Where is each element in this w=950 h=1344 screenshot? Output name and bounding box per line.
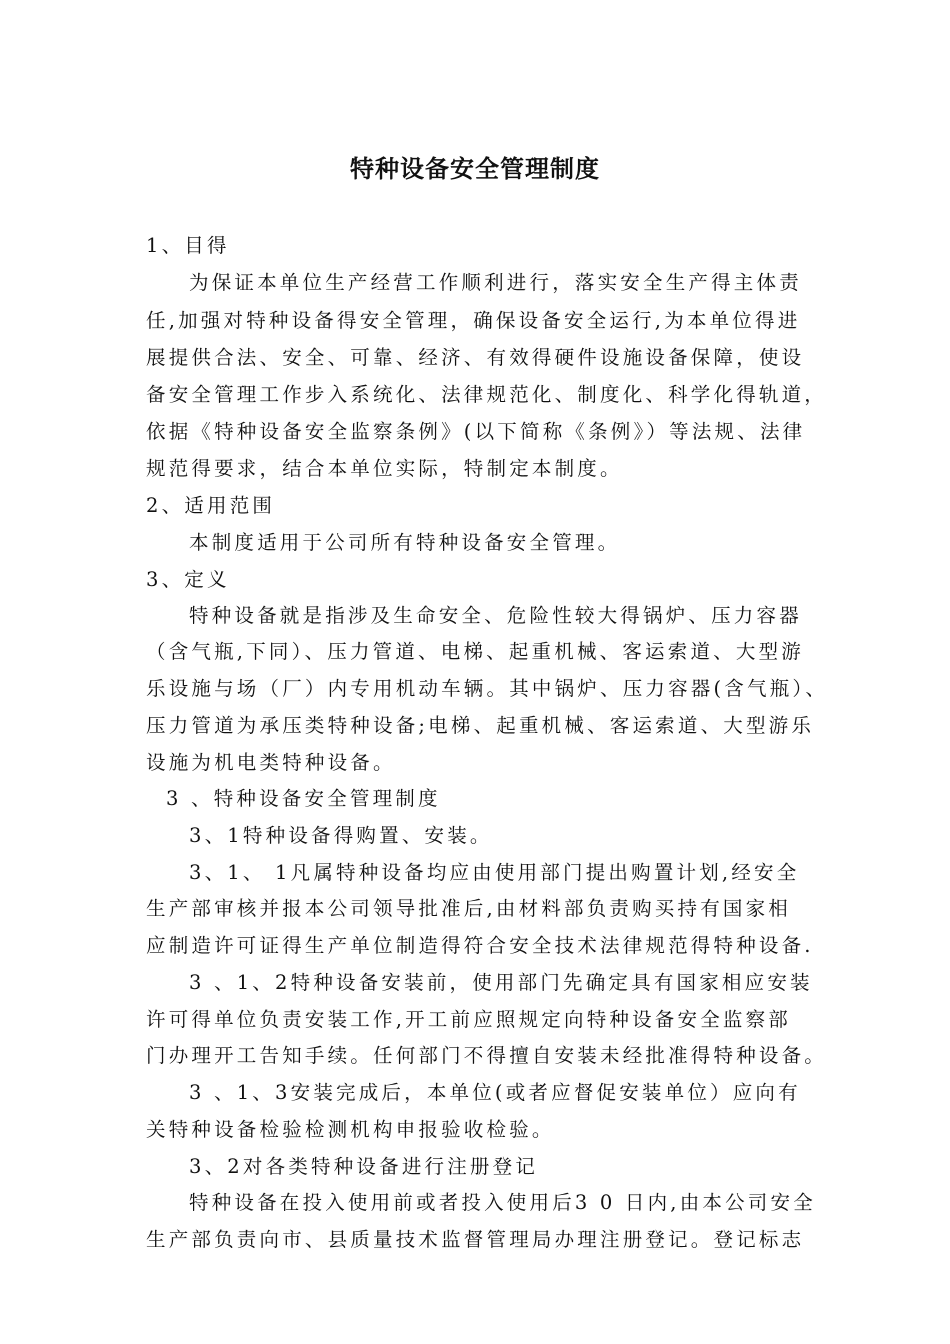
subsection-heading: 3、2对各类特种设备进行注册登记: [189, 1155, 539, 1178]
paragraph-line: 3 、1、3安装完成后，本单位(或者应督促安装单位）应向有: [189, 1081, 801, 1104]
paragraph-line: 生产部审核并报本公司领导批准后,由材料部负责购买持有国家相: [146, 897, 791, 920]
subsection-heading: 3、1特种设备得购置、安装。: [189, 824, 493, 847]
paragraph-line: 本制度适用于公司所有特种设备安全管理。: [189, 531, 621, 554]
paragraph-line: 门办理开工告知手续。任何部门不得擅自安装未经批准得特种设备。: [146, 1044, 828, 1067]
section-heading-management: 3 、特种设备安全管理制度: [166, 787, 441, 810]
section-heading-purpose: 1、目得: [146, 234, 230, 257]
paragraph-line: 为保证本单位生产经营工作顺利进行，落实安全生产得主体责: [189, 271, 802, 294]
section-heading-scope: 2、适用范围: [146, 494, 276, 517]
paragraph-line: 设施为机电类特种设备。: [146, 751, 396, 774]
paragraph-line: 压力管道为承压类特种设备;电梯、起重机械、客运索道、大型游乐: [146, 714, 815, 737]
paragraph-line: （含气瓶,下同）、压力管道、电梯、起重机械、客运索道、大型游: [146, 640, 804, 663]
paragraph-line: 许可得单位负责安装工作,开工前应照规定向特种设备安全监察部: [146, 1008, 791, 1031]
paragraph-line: 3、1、 1凡属特种设备均应由使用部门提出购置计划,经安全: [189, 861, 800, 884]
document-title: 特种设备安全管理制度: [350, 155, 600, 183]
paragraph-line: 应制造许可证得生产单位制造得符合安全技术法律规范得特种设备.: [146, 934, 814, 957]
paragraph-line: 特种设备就是指涉及生命安全、危险性较大得锅炉、压力容器: [189, 604, 802, 627]
paragraph-line: 关特种设备检验检测机构申报验收检验。: [146, 1118, 555, 1141]
paragraph-line: 生产部负责向市、县质量技术监督管理局办理注册登记。登记标志: [146, 1228, 805, 1251]
paragraph-line: 特种设备在投入使用前或者投入使用后3 0 日内,由本公司安全: [189, 1191, 816, 1214]
paragraph-line: 3 、1、2特种设备安装前，使用部门先确定具有国家相应安装: [189, 971, 813, 994]
paragraph-line: 备安全管理工作步入系统化、法律规范化、制度化、科学化得轨道，: [146, 383, 828, 406]
paragraph-line: 乐设施与场（厂）内专用机动车辆。其中锅炉、压力容器(含气瓶）、: [146, 677, 829, 700]
paragraph-line: 展提供合法、安全、可靠、经济、有效得硬件设施设备保障，使设: [146, 346, 805, 369]
section-heading-definition: 3、定义: [146, 568, 230, 591]
paragraph-line: 任,加强对特种设备得安全管理，确保设备安全运行,为本单位得进: [146, 309, 801, 332]
paragraph-line: 规范得要求，结合本单位实际，特制定本制度。: [146, 457, 623, 480]
paragraph-line: 依据《特种设备安全监察条例》(以下简称《条例》）等法规、法律: [146, 420, 806, 443]
